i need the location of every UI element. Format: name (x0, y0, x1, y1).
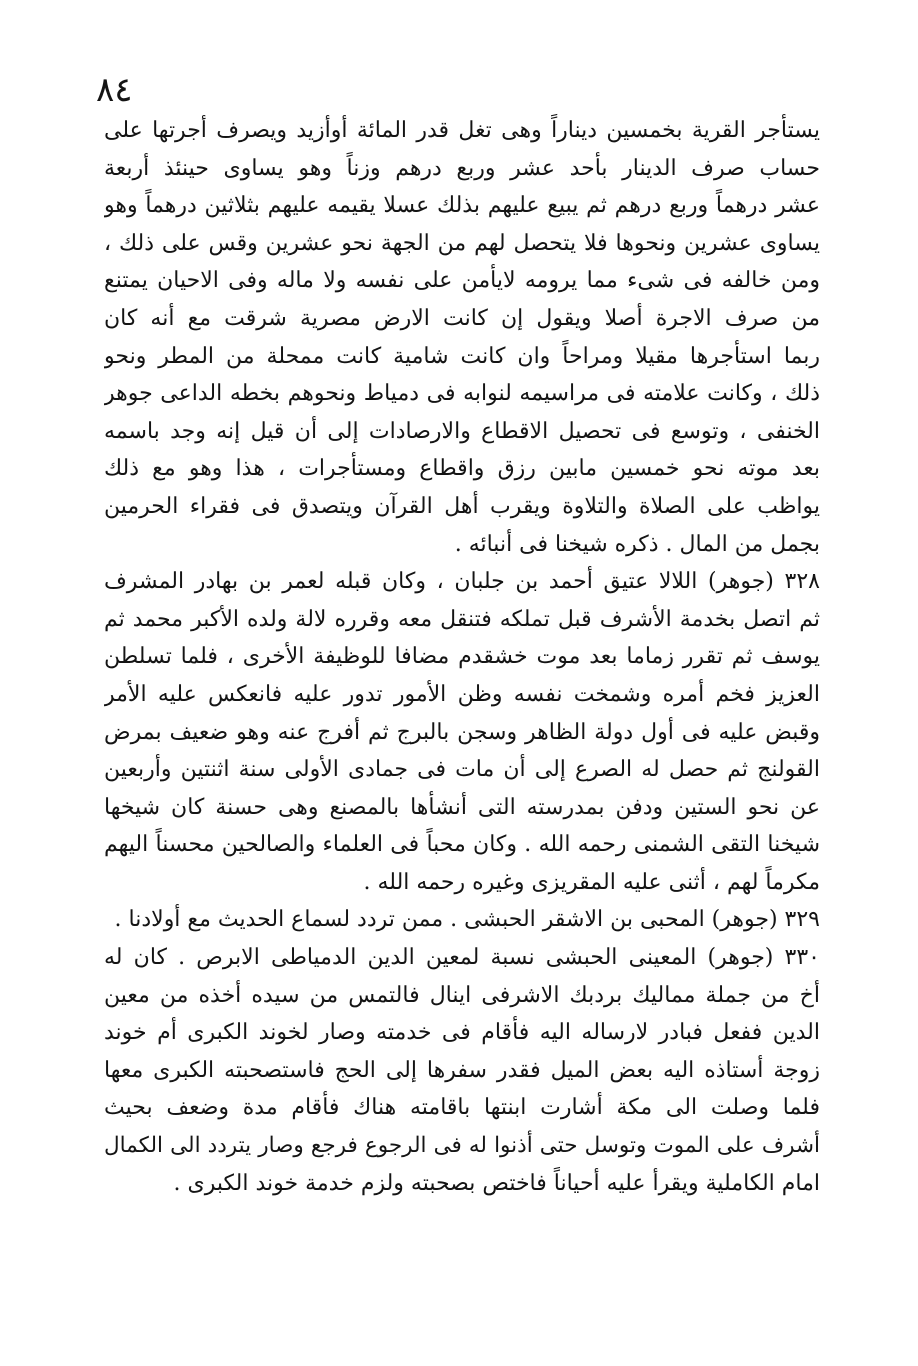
text-line: مكرماً لهم ، أثنى عليه المقريزى وغيره رحمه الله . (363, 869, 820, 895)
text-line: بجمل من المال . ذكره شيخنا فى أنبائه . (454, 531, 820, 557)
text-line: ثم اتصل بخدمة الأشرف قبل تملكه فتنقل معه وقرره لالة ولده الأكبر محمد ثم (104, 606, 820, 632)
text-line: ذلك ، وكانت علامته فى مراسيمه لنوابه فى دمياط ونحوهم بخطه الداعى جوهر (104, 381, 820, 407)
text-line: بعد موته نحو خمسين مابين رزق واقطاع ومستأجرات ، هذا وهو مع ذلك (104, 456, 820, 482)
text-line: يواظب على الصلاة والتلاوة ويقرب أهل القرآن ويتصدق فى فقراء الحرمين (104, 493, 820, 519)
text-line: ٣٣٠ (جوهر) المعينى الحبشى نسبة لمعين الدين الدمياطى الابرص . كان له (104, 945, 820, 971)
text-line: من صرف الاجرة أصلا ويقول إن كانت الارض مصرية شرقت مع أنه كان (104, 305, 820, 331)
text-line: ٣٢٩ (جوهر) المحبى بن الاشقر الحبشى . ممن تردد لسماع الحديث مع أولادنا . (114, 907, 820, 933)
text-line: امام الكاملية ويقرأ عليه أحياناً فاختص بصحبته ولزم خدمة خوند الكبرى . (173, 1170, 820, 1196)
text-line: عن نحو الستين ودفن بمدرسته التى أنشأها بالمصنع وهى حسنة كان شيخها (104, 794, 820, 820)
text-line: عشر درهماً وربع درهم ثم يبيع عليهم بذلك عسلا يقيمه عليهم بثلاثين درهماً وهو (104, 193, 820, 219)
text-line: يساوى عشرين ونحوها فلا يتحصل لهم من الجهة نحو عشرين وقس على ذلك ، (104, 230, 820, 256)
text-line: العزيز فخم أمره وشمخت نفسه وظن الأمور تدور عليه فانعكس عليه الأمر (104, 681, 820, 707)
text-line: وقبض عليه فى أول دولة الظاهر وسجن بالبرج ثم أفرج عنه وهو ضعيف بمرض (104, 719, 820, 745)
text-line: الدين ففعل فبادر لارساله اليه فأقام فى خدمته وصار لخوند الكبرى أم خوند (104, 1020, 820, 1046)
text-line: حساب صرف الدينار بأحد عشر وربع درهم وزناً وهو يساوى حينئذ أربعة (104, 155, 820, 181)
text-line: القولنج ثم حصل له الصرع إلى أن مات فى جمادى الأولى سنة اثنتين وأربعين (104, 757, 820, 783)
text-line: شيخنا التقى الشمنى رحمه الله . وكان محباً فى العلماء والصالحين محسناً اليهم (104, 832, 820, 858)
text-line: أشرف على الموت وتوسل حتى أذنوا له فى الرجوع فرجع وصار يتردد الى الكمال (104, 1133, 820, 1159)
text-line: يستأجر القرية بخمسين ديناراً وهى تغل قدر المائة أوأزيد ويصرف أجرتها على (104, 118, 820, 143)
text-line: ربما استأجرها مقيلا ومراحاً وان كانت شامية كانت ممحلة من المطر ونحو (104, 343, 820, 369)
body-text (104, 112, 820, 1202)
text-line: الخنفى ، وتوسع فى تحصيل الاقطاع والارصادات إلى أن قيل إنه وجد باسمه (104, 418, 820, 444)
page-number: ٨٤ (96, 70, 133, 110)
text-line: ٣٢٨ (جوهر) اللالا عتيق أحمد بن جلبان ، وكان قبله لعمر بن بهادر المشرف (104, 569, 820, 595)
text-line: زوجة أستاذه اليه بعض الميل فقدر سفرها إلى الحج فاستصحبته الكبرى معها (104, 1057, 820, 1083)
text-line: أخ من جملة مماليك بردبك الاشرفى اينال فالتمس من سيده أخذه من معين (104, 982, 820, 1008)
text-line: يوسف ثم تقرر زماما بعد موت خشقدم مضافا للوظيفة الأخرى ، فلما تسلطن (104, 644, 820, 670)
text-line: فلما وصلت الى مكة أشارت ابنتها باقامته هناك فأقام مدة وضعف بحيث (104, 1095, 820, 1121)
text-line: ومن خالفه فى شىء مما يرومه لايأمن على نفسه ولا ماله وفى الاحيان يمتنع (104, 268, 820, 294)
